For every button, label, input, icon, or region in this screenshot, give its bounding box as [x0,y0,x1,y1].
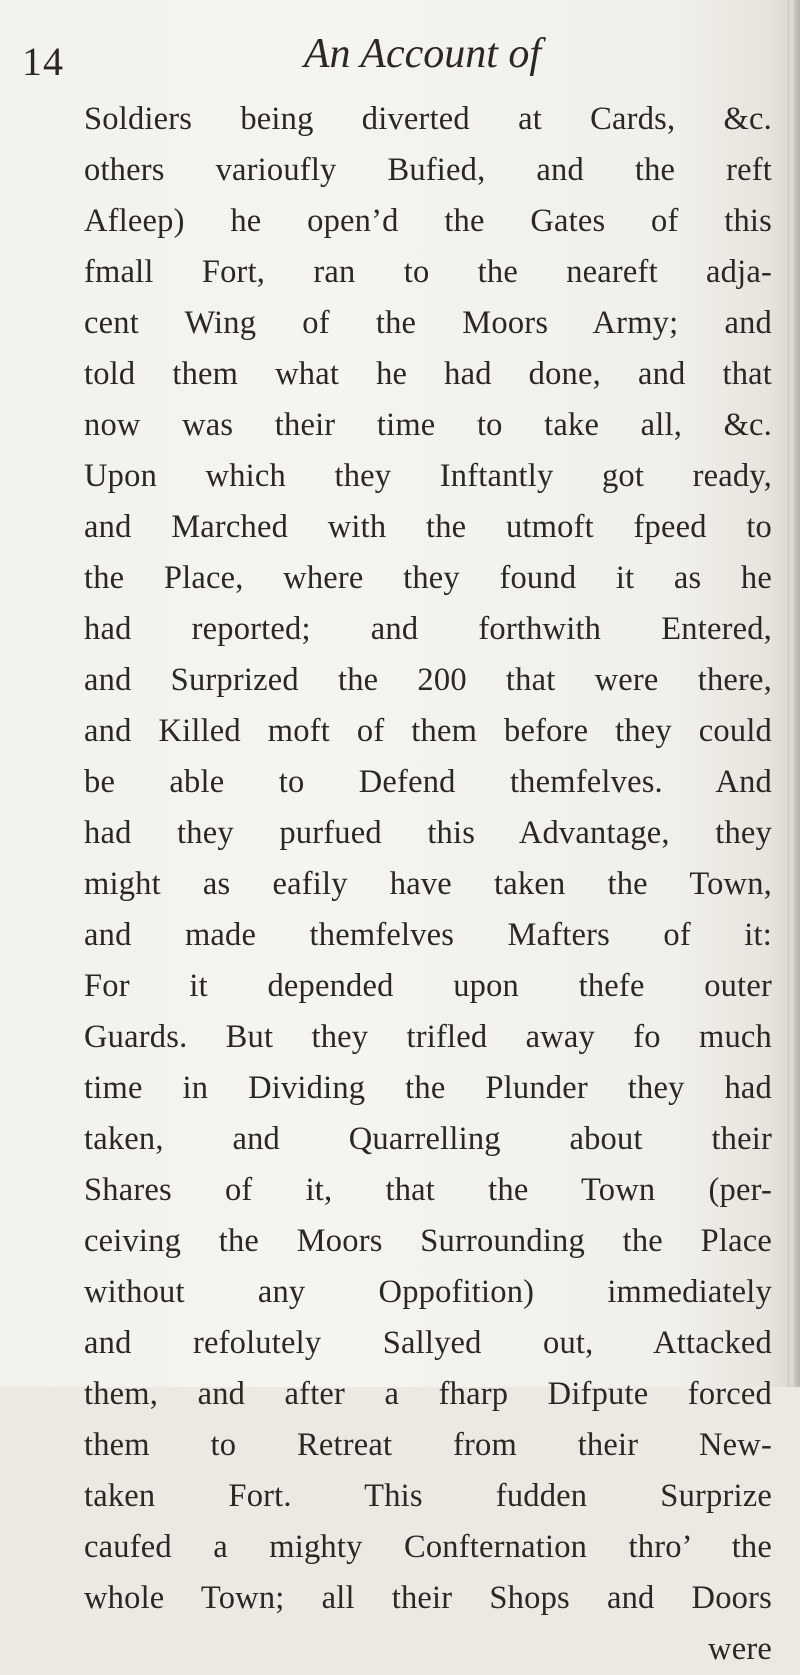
text-line: without any Oppofition) immediately [84,1274,772,1310]
text-line: cent Wing of the Moors Army; and [84,305,772,341]
text-line: be able to Defend themfelves. And [84,764,772,800]
text-line: and Marched with the utmoft fpeed to [84,509,772,545]
text-line: them to Retreat from their New- [84,1427,772,1463]
text-line: taken Fort. This fudden Surprize [84,1478,772,1514]
text-line: Guards. But they trifled away fo much [84,1019,772,1055]
text-line: ceiving the Moors Surrounding the Place [84,1223,772,1259]
page-number: 14 [22,39,64,84]
text-line: whole Town; all their Shops and Doors [84,1580,772,1616]
text-line: Shares of it, that the Town (per- [84,1172,772,1208]
text-line: and Killed moft of them before they could [84,713,772,749]
text-line: others varioufly Bufied, and the reft [84,152,772,188]
text-line: had they purfued this Advantage, they [84,815,772,851]
text-line: caufed a mighty Confternation thro’ the [84,1529,772,1565]
text-line: and refolutely Sallyed out, Attacked [84,1325,772,1361]
text-line: told them what he had done, and that [84,356,772,392]
text-line: For it depended upon thefe outer [84,968,772,1004]
text-line: had reported; and forthwith Entered, [84,611,772,647]
running-head: An Account of [303,31,542,77]
text-line: time in Dividing the Plunder they had [84,1070,772,1106]
text-line: and made themfelves Mafters of it: [84,917,772,953]
text-line: and Surprized the 200 that were there, [84,662,772,698]
page-edge [794,0,800,1387]
text-line: fmall Fort, ran to the neareft adja- [84,254,772,290]
text-line: Soldiers being diverted at Cards, &c. [84,101,772,137]
text-line: them, and after a fharp Difpute forced [84,1376,772,1412]
text-line: might as eafily have taken the Town, [84,866,772,902]
catchword: were [708,1631,772,1667]
margin-mark [788,0,789,1387]
text-line: taken, and Quarrelling about their [84,1121,772,1157]
text-line: Afleep) he open’d the Gates of this [84,203,772,239]
text-line: the Place, where they found it as he [84,560,772,596]
text-line: Upon which they Inftantly got ready, [84,458,772,494]
body-text [84,94,772,1675]
text-line: now was their time to take all, &c. [84,407,772,443]
